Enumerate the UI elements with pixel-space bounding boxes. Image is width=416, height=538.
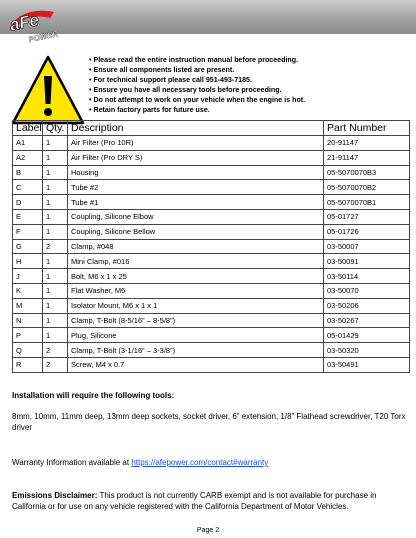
cell-label: J	[13, 269, 43, 284]
afe-power-logo	[4, 4, 62, 44]
cell-label: G	[13, 239, 43, 254]
cell-part-number: 03-50491	[324, 357, 410, 372]
cell-part-number: 03-50206	[324, 298, 410, 313]
cell-part-number: 05-5070070B1	[324, 195, 410, 210]
cell-qty: 1	[43, 165, 68, 180]
cell-qty: 1	[43, 283, 68, 298]
cell-qty: 2	[43, 239, 68, 254]
cell-description: Clamp, #048	[68, 239, 324, 254]
note-item: • For technical support please call 951-493-7185.	[89, 75, 409, 85]
table-row	[13, 283, 410, 298]
cell-label: K	[13, 283, 43, 298]
table-row	[13, 195, 410, 210]
cell-part-number: 05-5070070B3	[324, 165, 410, 180]
table-row	[13, 254, 410, 269]
tools-heading: Installation will require the following tools:	[12, 391, 175, 400]
cell-part-number: 05-01726	[324, 224, 410, 239]
table-row	[13, 343, 410, 358]
table-row	[13, 357, 410, 372]
table-row	[13, 165, 410, 180]
cell-description: Coupling, Silicone Elbow	[68, 209, 324, 224]
cell-label: H	[13, 254, 43, 269]
parts-table	[12, 120, 410, 373]
table-row	[13, 313, 410, 328]
cell-part-number: 05-01429	[324, 328, 410, 343]
cell-label: B	[13, 165, 43, 180]
cell-description: Air Filter (Pro DRY S)	[68, 150, 324, 165]
logo-text-bottom: POWER	[27, 29, 60, 44]
page-number: Page 2	[196, 527, 220, 534]
header-part-number: Part Number	[324, 121, 410, 136]
cell-qty: 1	[43, 224, 68, 239]
table-row	[13, 209, 410, 224]
cell-description: Isolator Mount, M6 x 1 x 1	[68, 298, 324, 313]
note-item: • Ensure all components listed are present.	[89, 65, 409, 75]
cell-qty: 1	[43, 150, 68, 165]
table-header-row	[13, 121, 410, 136]
cell-label: C	[13, 180, 43, 195]
cell-label: P	[13, 328, 43, 343]
cell-description: Flat Washer, M6	[68, 283, 324, 298]
table-row	[13, 239, 410, 254]
cell-label: M	[13, 298, 43, 313]
cell-description: Clamp, T-Bolt (3-1/16” – 3-3/8”)	[68, 343, 324, 358]
cell-qty: 1	[43, 136, 68, 151]
cell-description: Tube #1	[68, 195, 324, 210]
note-item: • Do not attempt to work on your vehicle when the engine is hot.	[89, 95, 409, 105]
header-bar	[0, 0, 416, 34]
note-item: • Please read the entire instruction manual before proceeding.	[89, 55, 409, 65]
cell-qty: 1	[43, 195, 68, 210]
cell-part-number: 03-50091	[324, 254, 410, 269]
logo-graphic	[4, 4, 62, 44]
cell-description: Clamp, T-Bolt (8-5/16” – 8-5/8”)	[68, 313, 324, 328]
warning-icon	[10, 54, 86, 126]
table-row	[13, 269, 410, 284]
cell-part-number: 21-91147	[324, 150, 410, 165]
parts-table-body	[13, 136, 410, 373]
cell-label: A1	[13, 136, 43, 151]
table-row	[13, 136, 410, 151]
cell-label: N	[13, 313, 43, 328]
cell-qty: 1	[43, 328, 68, 343]
emissions-label: Emissions Disclaimer:	[12, 491, 98, 500]
cell-qty: 2	[43, 343, 68, 358]
emissions-disclaimer	[12, 491, 408, 512]
warranty-link[interactable]: https://afepower.com/contact#warranty	[131, 458, 269, 467]
note-item: • Ensure you have all necessary tools before proceeding.	[89, 85, 409, 95]
cell-label: F	[13, 224, 43, 239]
cell-part-number: 03-50320	[324, 343, 410, 358]
logo-text-top: aFe	[8, 10, 41, 35]
cell-label: A2	[13, 150, 43, 165]
cell-part-number: 03-50007	[324, 239, 410, 254]
cell-label: R	[13, 357, 43, 372]
cell-qty: 1	[43, 209, 68, 224]
cell-qty: 1	[43, 254, 68, 269]
cell-part-number: 03-50267	[324, 313, 410, 328]
cell-label: E	[13, 209, 43, 224]
cell-qty: 1	[43, 313, 68, 328]
table-row	[13, 224, 410, 239]
cell-label: Q	[13, 343, 43, 358]
cell-description: Plug, Silicone	[68, 328, 324, 343]
header-description: Description	[68, 121, 324, 136]
warranty-line	[12, 458, 268, 467]
cell-description: Mini Clamp, #016	[68, 254, 324, 269]
emissions-text: This product is not currently CARB exempt and is not available for purchase in California or for use on any vehicle registered with the California Department of Motor Vehicles.	[12, 491, 377, 511]
cell-description: Screw, M4 x 0.7	[68, 357, 324, 372]
header-qty: Qty.	[43, 121, 68, 136]
table-row	[13, 328, 410, 343]
cell-part-number: 03-50114	[324, 269, 410, 284]
cell-qty: 1	[43, 269, 68, 284]
safety-notes	[89, 55, 409, 115]
cell-part-number: 05-01727	[324, 209, 410, 224]
table-row	[13, 298, 410, 313]
cell-part-number: 05-5070070B2	[324, 180, 410, 195]
cell-label: D	[13, 195, 43, 210]
cell-description: Air Filter (Pro 10R)	[68, 136, 324, 151]
cell-description: Housing	[68, 165, 324, 180]
cell-qty: 1	[43, 298, 68, 313]
table-row	[13, 180, 410, 195]
cell-description: Coupling, Silicone Bellow	[68, 224, 324, 239]
cell-description: Bolt, M6 x 1 x 25	[68, 269, 324, 284]
warranty-prefix: Warranty Information available at	[12, 458, 132, 467]
cell-qty: 1	[43, 180, 68, 195]
note-item: • Retain factory parts for future use.	[89, 105, 409, 115]
table-row	[13, 150, 410, 165]
header-label: Label	[13, 121, 43, 136]
cell-part-number: 20-91147	[324, 136, 410, 151]
cell-description: Tube #2	[68, 180, 324, 195]
cell-qty: 2	[43, 357, 68, 372]
tools-list: 8mm, 10mm, 11mm deep, 13mm deep sockets, socket driver, 6” extension, 1/8” Flathead screwdriver, T20 Torx driver	[12, 412, 406, 432]
cell-part-number: 03-50070	[324, 283, 410, 298]
